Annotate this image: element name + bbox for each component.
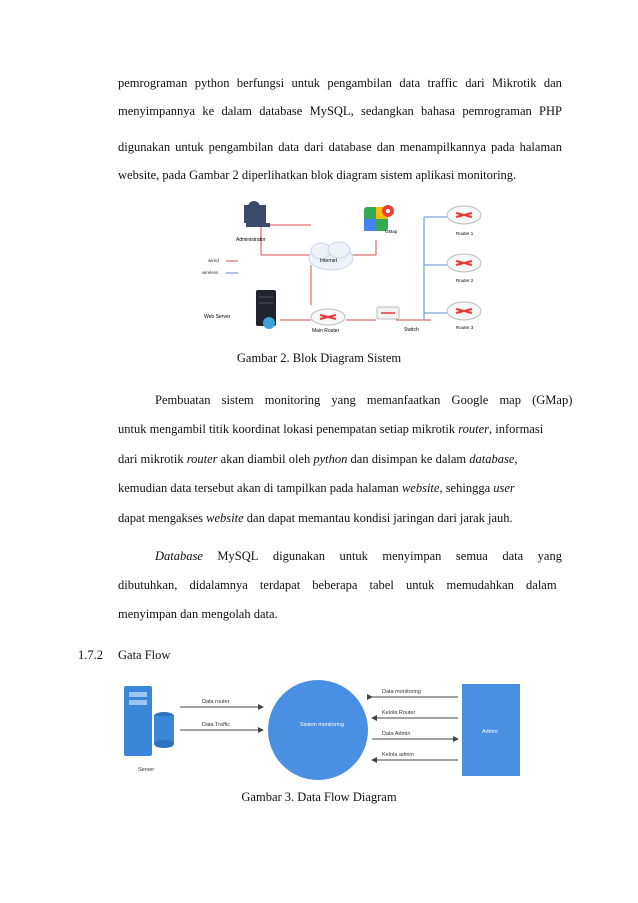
label-internet: Internet [320, 258, 337, 264]
label-switch: Switch [404, 327, 419, 333]
label-server: Server [138, 767, 155, 773]
para1-line3: digunakan untuk pengambilan data dari database dan menampilkannya pada halaman [118, 140, 562, 154]
para2-line5: dapat mengakses website dan dapat memantau kondisi jaringan dari jarak jauh. [118, 511, 513, 525]
label-data-monitoring: Data monitoring [382, 689, 421, 695]
label-main-router: Main Router [312, 328, 340, 334]
para3-line1: Database MySQL digunakan untuk menyimpan semua data yang [155, 549, 562, 563]
server-icon [124, 686, 174, 756]
router-3-icon [447, 302, 481, 320]
para2-line2: untuk mengambil titik koordinat lokasi penempatan setiap mikrotik router, informasi [118, 422, 544, 436]
label-gmap: GMap [385, 229, 398, 234]
para3-line3: menyimpan dan mengolah data. [118, 607, 278, 621]
data-flow-diagram-figure [120, 680, 520, 780]
sistem-monitoring-circle [268, 680, 368, 780]
para2-line4: kemudian data tersebut akan di tampilkan pada halaman website, sehingga user [118, 481, 515, 495]
block-diagram-figure [196, 195, 496, 338]
label-router-3: Router 3 [456, 325, 474, 330]
para3-line2: dibutuhkan, didalamnya terdapat beberapa tabel untuk memudahkan dalam [118, 578, 557, 592]
label-admin: Admin [482, 729, 498, 735]
para2-line3: dari mikrotik router akan diambil oleh python dan disimpan ke dalam database, [118, 452, 518, 466]
label-data-admin: Data Admin [382, 731, 411, 737]
switch-icon [377, 307, 399, 319]
internet-cloud-icon [309, 242, 353, 270]
label-data-traffic: Data Traffic [202, 722, 231, 728]
para1-line1: pemrograman python berfungsi untuk pengambilan data traffic dari Mikrotik dan [118, 76, 562, 90]
section-title: Gata Flow [118, 648, 171, 662]
label-administrator: Administrator [236, 237, 266, 243]
administrator-icon [244, 201, 270, 227]
para1-line4: website, pada Gambar 2 diperlihatkan blok diagram sistem aplikasi monitoring. [118, 168, 517, 182]
label-web-server: Web Server [204, 314, 231, 320]
web-server-icon [256, 290, 276, 329]
router-1-icon [447, 206, 481, 224]
gmap-icon [364, 205, 394, 231]
para2-line1 [155, 393, 573, 408]
para1-line2: menyimpannya ke dalam database MySQL, sedangkan bahasa pemrograman PHP [118, 104, 562, 118]
figure-3-caption: Gambar 3. Data Flow Diagram [241, 790, 397, 804]
para2-line1-text: Pembuatan sistem monitoring yang memanfaatkan Google map (GMap) [155, 393, 573, 407]
label-kelola-router: Kelola Router [382, 710, 416, 716]
label-router-2: Router 2 [456, 278, 474, 283]
router-2-icon [447, 254, 481, 272]
figure-2-caption: Gambar 2. Blok Diagram Sistem [236, 351, 402, 365]
legend-wireless: wireless [202, 270, 219, 275]
label-kelola-admin: Kelola admin [382, 752, 414, 758]
label-router-1: Router 1 [456, 231, 474, 236]
label-sistem-monitoring: Sistem monitoring [300, 722, 345, 728]
label-data-router: Data router [202, 699, 230, 705]
section-number: 1.7.2 [78, 648, 103, 662]
legend-wired: wired [208, 258, 219, 263]
main-router-icon [311, 309, 345, 325]
